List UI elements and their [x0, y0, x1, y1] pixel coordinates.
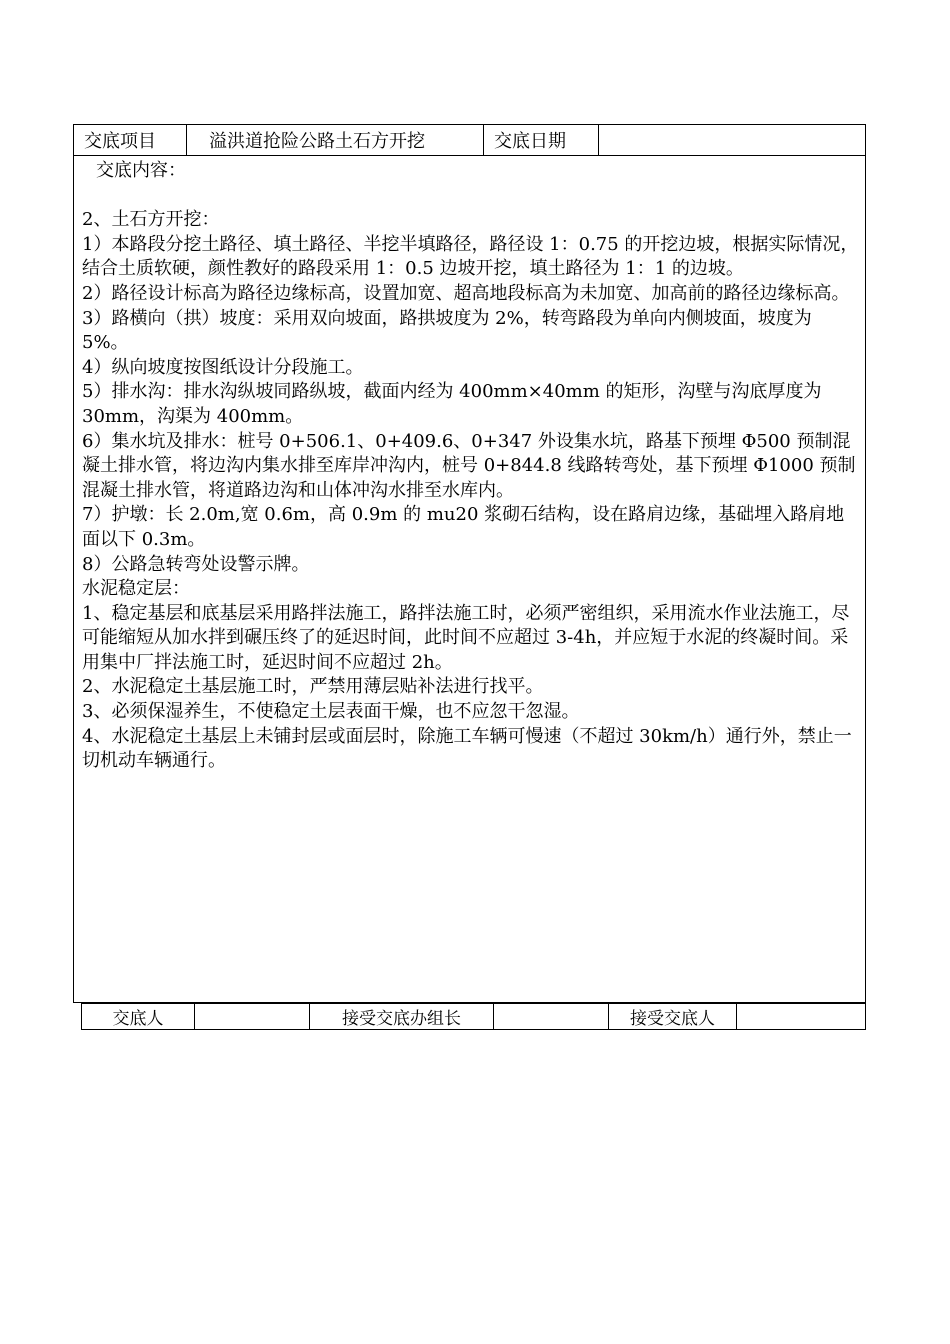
content-title: 交底内容：	[96, 160, 186, 181]
form-header-row	[74, 125, 865, 156]
content-line: 7）护墩：长 2.0m,宽 0.6m，高 0.9m 的 mu20 浆砌石结构，设在路肩边缘，基础埋入路肩地面以下 0.3m。	[82, 504, 845, 550]
content-line: 2、土石方开挖：	[82, 209, 220, 231]
content-line: 4、水泥稳定土基层上未铺封层或面层时，除施工车辆可慢速（不超过 30km/h）通行外，禁止一切机动车辆通行。	[82, 725, 852, 772]
content-line: 2）路径设计标高为路径边缘标高，设置加宽、超高地段标高为未加宽、加高前的路径边缘标高。	[82, 282, 850, 304]
content-line: 3、必须保湿养生，不使稳定土层表面干燥，也不应忽干忽湿。	[82, 701, 580, 723]
content-line: 3）路横向（拱）坡度：采用双向坡面，路拱坡度为 2%，转弯路段为单向内侧坡面，坡度为 5%。	[82, 307, 812, 354]
disclosure-content	[82, 159, 862, 774]
content-line: 4）纵向坡度按图纸设计分段施工。	[82, 356, 364, 378]
item-value: 溢洪道抢险公路土石方开挖	[187, 125, 484, 155]
giver-label: 交底人	[82, 1004, 195, 1029]
disclosure-form	[73, 124, 866, 1003]
leader-value	[494, 1004, 609, 1029]
item-label: 交底项目	[74, 125, 187, 155]
content-line: 1、稳定基层和底基层采用路拌法施工，路拌法施工时，必须严密组织，采用流水作业法施工，尽可能缩短从加水拌到碾压终了的延迟时间，此时间不应超过 3-4h，并应短于水泥的终凝时间。采用集中厂拌法施工时，延迟时间不应超过 2h。	[82, 602, 850, 673]
content-line: 2、水泥稳定土基层施工时，严禁用薄层贴补法进行找平。	[82, 676, 544, 698]
receiver-label: 接受交底人	[609, 1004, 737, 1029]
content-line: 8）公路急转弯处设警示牌。	[82, 553, 310, 575]
content-line: 水泥稳定层：	[82, 578, 190, 600]
leader-label: 接受交底办组长	[310, 1004, 494, 1029]
content-line: 5）排水沟：排水沟纵坡同路纵坡，截面内经为 400mm×40mm 的矩形，沟壁与沟底厚度为 30mm，沟渠为 400mm。	[82, 381, 822, 427]
date-label: 交底日期	[484, 125, 599, 155]
receiver-value	[737, 1004, 865, 1029]
giver-value	[195, 1004, 310, 1029]
date-value	[599, 125, 865, 155]
signature-row	[81, 1003, 866, 1030]
blank-line	[82, 184, 862, 209]
content-line: 6）集水坑及排水：桩号 0+506.1、0+409.6、0+347 外设集水坑，路基下预埋 Φ500 预制混凝土排水管，将边沟内集水排至库岸冲沟内，桩号 0+844.8 线路转弯处，基下预埋 Φ1000 预制混凝土排水管，将道路边沟和山体冲沟水排至水库内。	[82, 430, 856, 501]
content-line: 1）本路段分挖土路径、填土路径、半挖半填路径，路径设 1：0.75 的开挖边坡，根据实际情况，结合土质软硬，颜性教好的路段采用 1：0.5 边坡开挖，填土路径为 1：1 的边坡。	[82, 233, 859, 280]
